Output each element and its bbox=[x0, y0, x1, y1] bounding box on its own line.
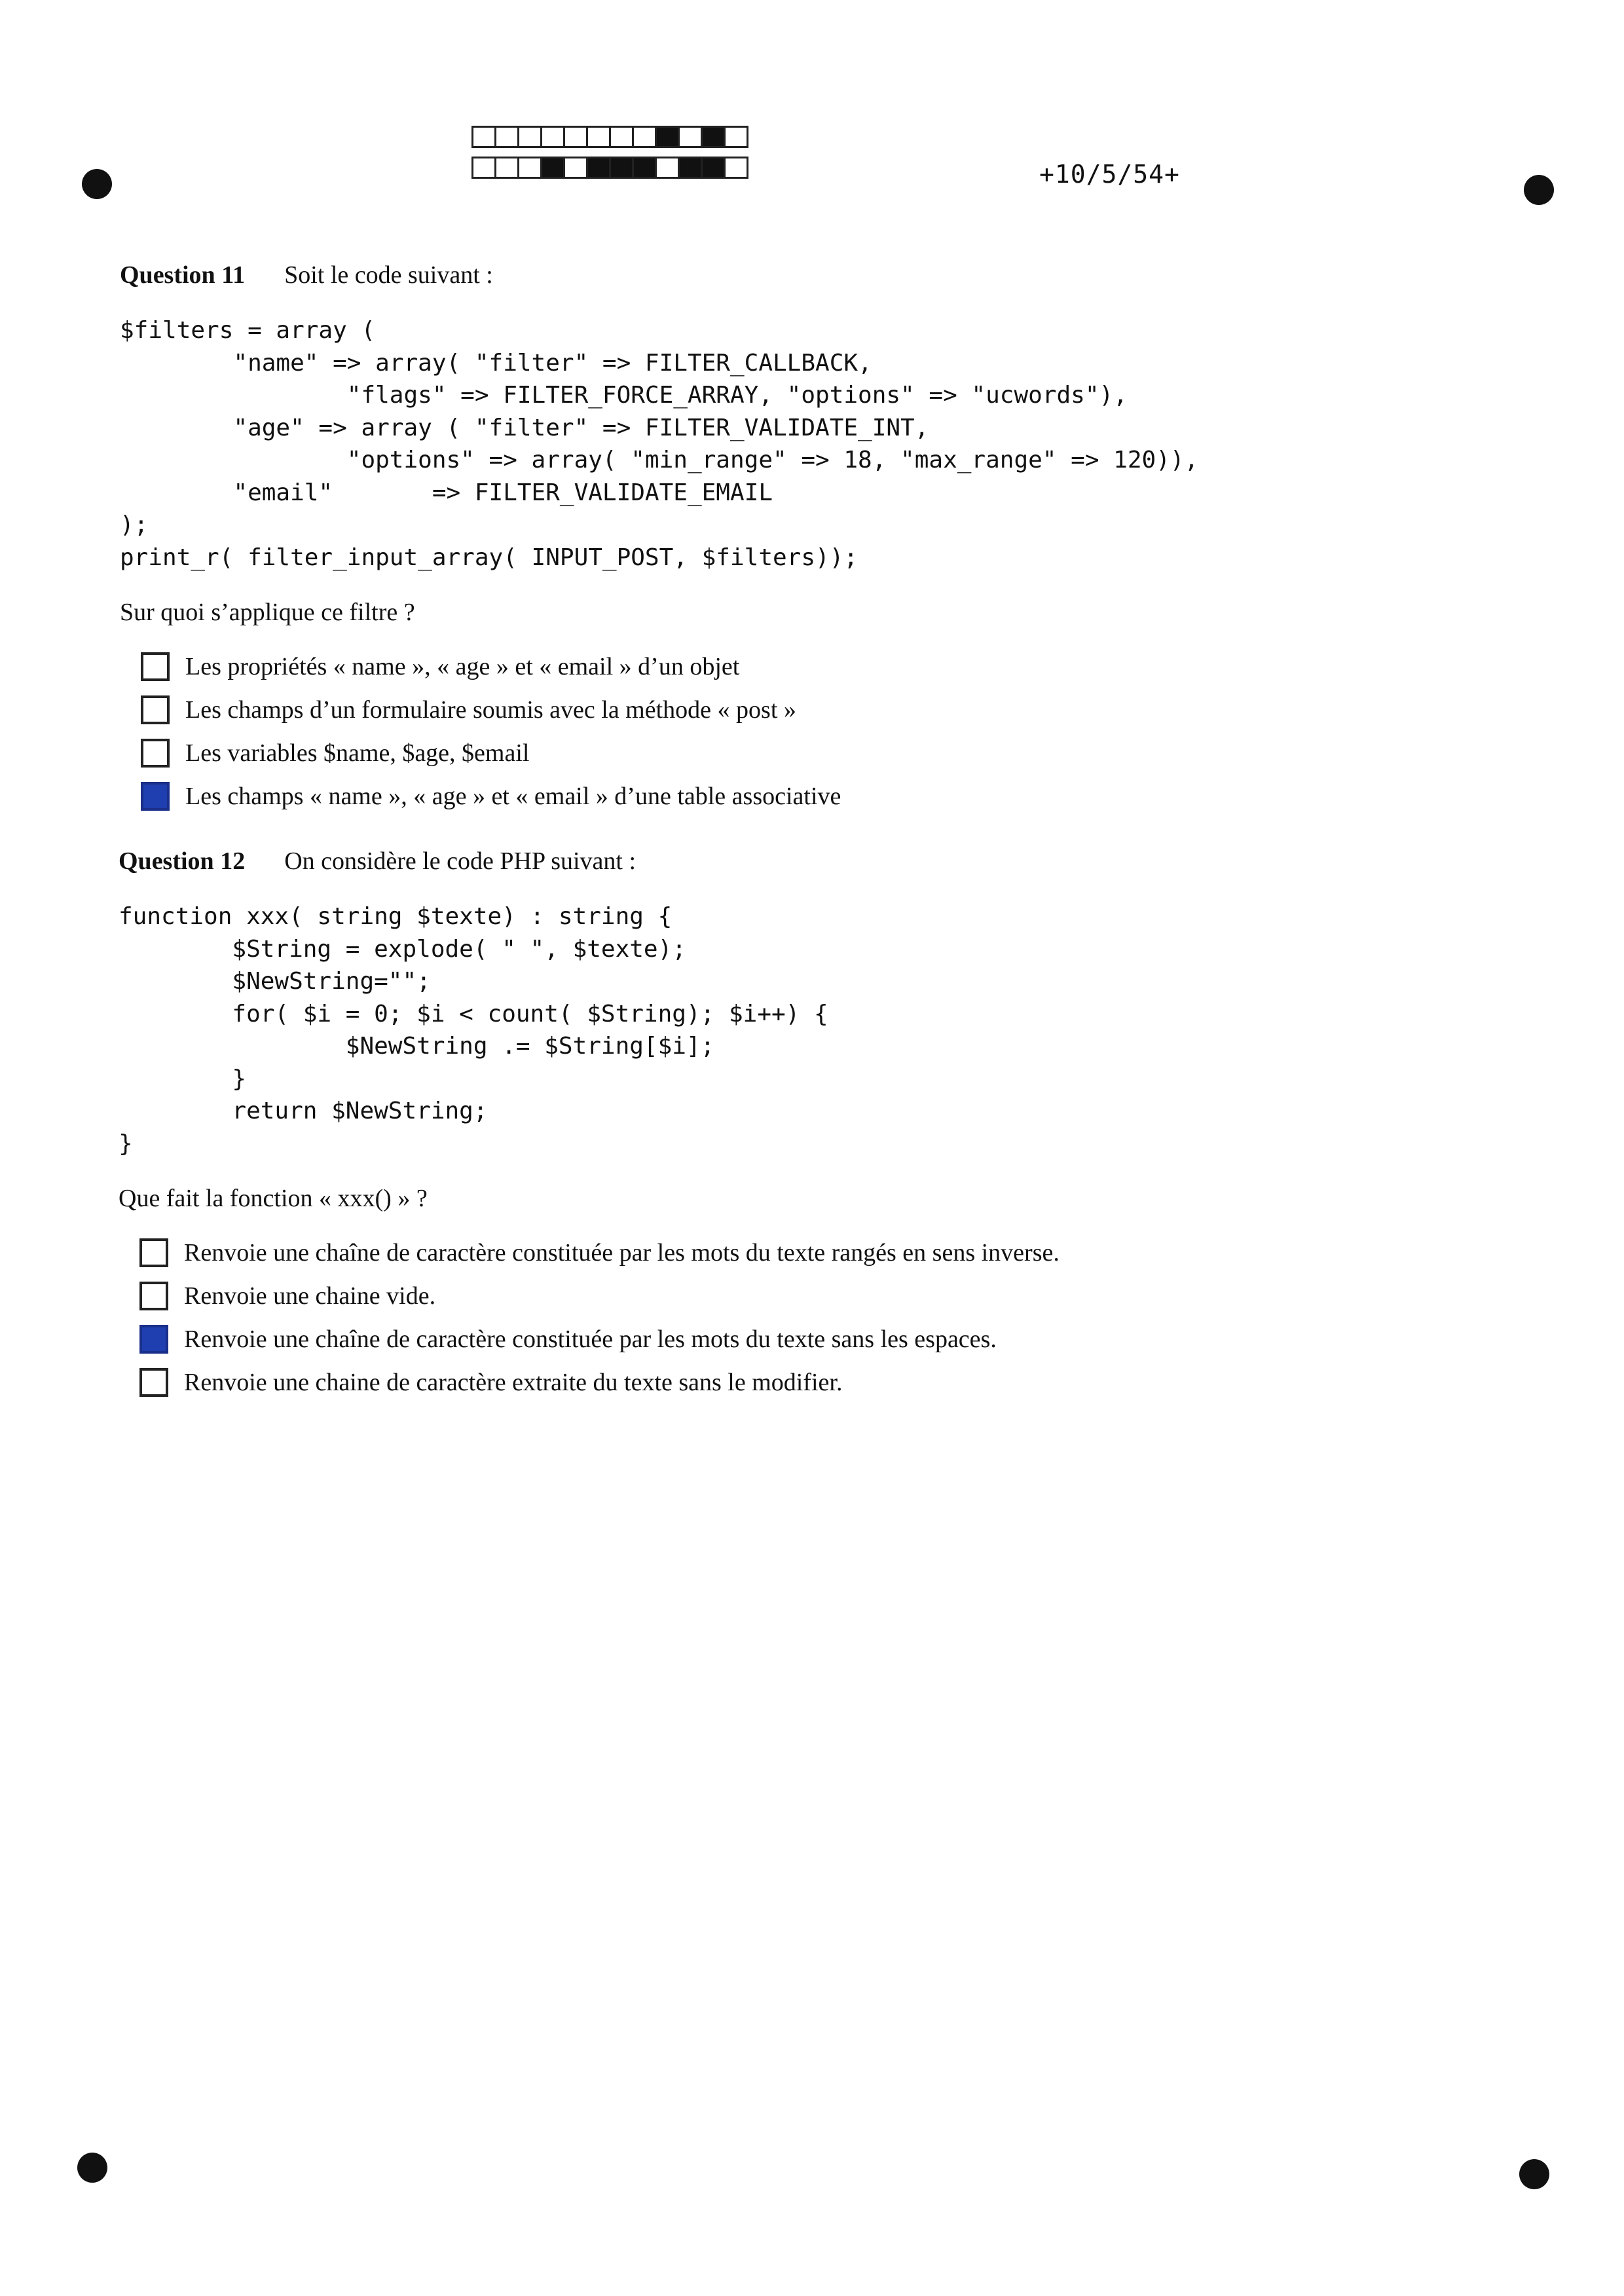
answer-label: Renvoie une chaîne de caractère constituée par les mots du texte sans les espaces. bbox=[184, 1325, 997, 1353]
checkbox[interactable] bbox=[141, 695, 170, 724]
question-11-prompt: Sur quoi s’applique ce filtre ? bbox=[120, 599, 415, 626]
code-cell bbox=[494, 126, 519, 148]
question-label: Question 11 bbox=[120, 261, 246, 289]
code-cell bbox=[494, 157, 519, 179]
code-cell bbox=[586, 157, 611, 179]
code-cell bbox=[609, 157, 634, 179]
registration-mark-top-right bbox=[1524, 175, 1554, 205]
page-code-row-1 bbox=[473, 126, 748, 148]
answer-option[interactable] bbox=[141, 731, 841, 775]
answer-label: Les champs d’un formulaire soumis avec la méthode « post » bbox=[185, 696, 796, 724]
code-cell bbox=[632, 157, 657, 179]
checkbox-checked[interactable] bbox=[141, 782, 170, 811]
question-11-options bbox=[141, 645, 841, 818]
answer-label: Les champs « name », « age » et « email » d’une table associative bbox=[185, 783, 841, 810]
question-12-prompt: Que fait la fonction « xxx() » ? bbox=[119, 1185, 428, 1212]
code-cell bbox=[701, 157, 726, 179]
code-cell bbox=[655, 126, 680, 148]
answer-option[interactable] bbox=[139, 1231, 1060, 1274]
answer-label: Renvoie une chaine vide. bbox=[184, 1282, 436, 1310]
answer-option[interactable] bbox=[139, 1318, 1060, 1361]
answer-option[interactable] bbox=[141, 775, 841, 818]
page-id: +10/5/54+ bbox=[1039, 160, 1180, 189]
question-11-title bbox=[120, 261, 493, 289]
answer-label: Renvoie une chaine de caractère extraite du texte sans le modifier. bbox=[184, 1369, 843, 1396]
question-12-options bbox=[139, 1231, 1060, 1404]
checkbox[interactable] bbox=[141, 652, 170, 681]
code-cell bbox=[586, 126, 611, 148]
checkbox[interactable] bbox=[141, 739, 170, 768]
answer-label: Les propriétés « name », « age » et « email » d’un objet bbox=[185, 653, 740, 680]
code-cell bbox=[678, 126, 703, 148]
answer-label: Renvoie une chaîne de caractère constituée par les mots du texte rangés en sens inverse. bbox=[184, 1239, 1060, 1267]
code-cell bbox=[471, 157, 496, 179]
code-cell bbox=[540, 157, 565, 179]
question-12-code: function xxx( string $texte) : string { $String = explode( " ", $texte); $NewString=""; for( $i = 0; $i < count( $String); $i++) { $NewString .= $String[$i]; } return $NewString; } bbox=[119, 903, 828, 1157]
checkbox[interactable] bbox=[139, 1282, 168, 1310]
question-label: Question 12 bbox=[119, 847, 246, 875]
question-11-code: $filters = array ( "name" => array( "filter" => FILTER_CALLBACK, "flags" => FILTER_FORCE_ARRAY, "options" => "ucwords"), "age" => array ( "filter" => FILTER_VALIDATE_INT, "options" => array( "min_range" => 18, "max_range" => 120)), "email" => FILTER_VALIDATE_EMAIL ); print_r( filter_input_array( INPUT_POST, $filters)); bbox=[120, 317, 1199, 571]
question-intro: On considère le code PHP suivant : bbox=[284, 847, 637, 875]
code-cell bbox=[540, 126, 565, 148]
checkbox[interactable] bbox=[139, 1368, 168, 1397]
code-cell bbox=[632, 126, 657, 148]
question-intro: Soit le code suivant : bbox=[284, 261, 493, 289]
registration-mark-top-left bbox=[82, 169, 112, 199]
registration-mark-bottom-left bbox=[77, 2153, 107, 2183]
answer-option[interactable] bbox=[141, 645, 841, 688]
checkbox-checked[interactable] bbox=[139, 1325, 168, 1354]
code-cell bbox=[655, 157, 680, 179]
code-cell bbox=[563, 157, 588, 179]
code-cell bbox=[678, 157, 703, 179]
code-cell bbox=[563, 126, 588, 148]
answer-option[interactable] bbox=[139, 1274, 1060, 1318]
code-cell bbox=[471, 126, 496, 148]
code-cell bbox=[701, 126, 726, 148]
code-cell bbox=[517, 126, 542, 148]
registration-mark-bottom-right bbox=[1519, 2159, 1549, 2189]
answer-option[interactable] bbox=[141, 688, 841, 731]
code-cell bbox=[724, 126, 748, 148]
code-cell bbox=[609, 126, 634, 148]
question-12-title bbox=[119, 847, 636, 876]
answer-label: Les variables $name, $age, $email bbox=[185, 739, 530, 767]
checkbox[interactable] bbox=[139, 1238, 168, 1267]
code-cell bbox=[517, 157, 542, 179]
page-code-row-2 bbox=[473, 157, 748, 179]
answer-option[interactable] bbox=[139, 1361, 1060, 1404]
code-cell bbox=[724, 157, 748, 179]
